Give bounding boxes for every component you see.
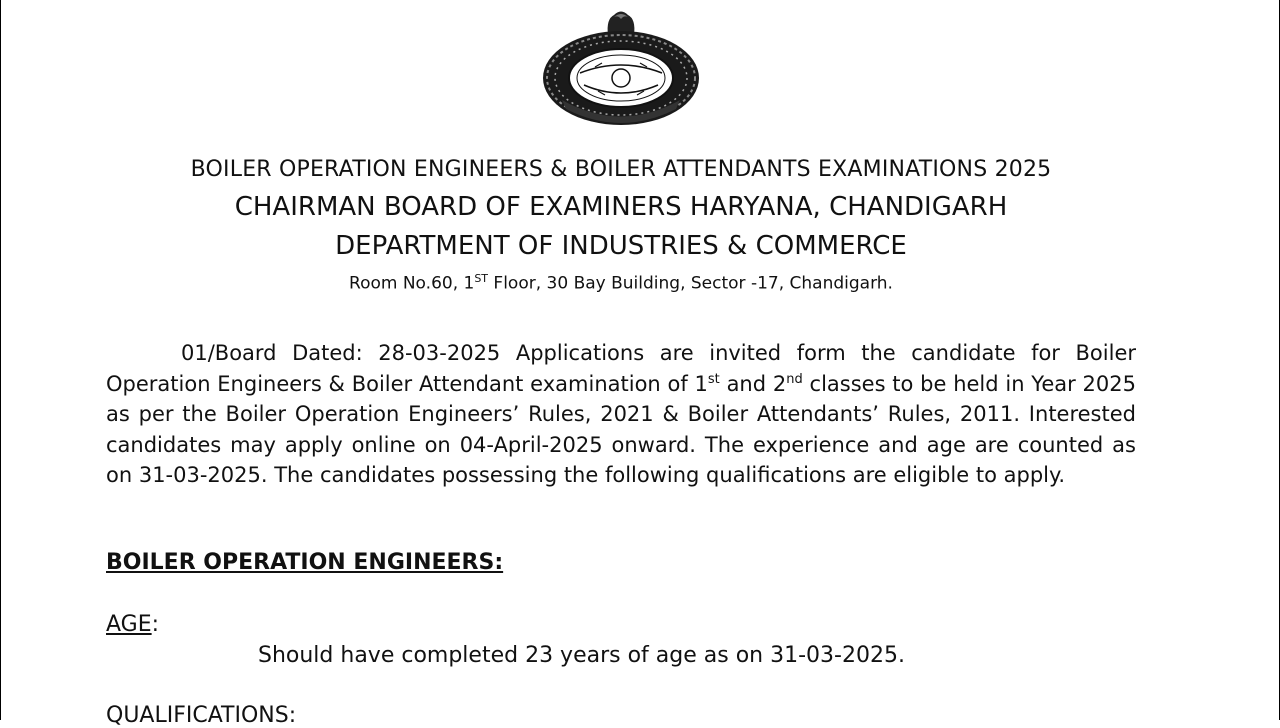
department-title: DEPARTMENT OF INDUSTRIES & COMMERCE (335, 231, 907, 261)
section-heading: BOILER OPERATION ENGINEERS: (106, 550, 504, 575)
age-label-colon: : (151, 612, 160, 637)
exam-title: BOILER OPERATION ENGINEERS & BOILER ATTENDANTS EXAMINATIONS 2025 (190, 157, 1052, 182)
haryana-state-emblem-icon (540, 5, 702, 125)
paragraph-text-1: 01/Board Dated: 28-03-2025 Applications are invited form the candidate for Boiler Operation Engineers & Boiler Attendant examination of 1 (106, 341, 1136, 396)
qualifications-label: QUALIFICATIONS: (106, 703, 297, 728)
paragraph-text-2: and 2 (719, 371, 787, 396)
paragraph-superscript-1: st (707, 371, 720, 387)
board-title: CHAIRMAN BOARD OF EXAMINERS HARYANA, CHANDIGARH (234, 192, 1008, 222)
address-superscript: ST (474, 272, 489, 285)
paragraph-text-3: classes to be held in Year 2025 as per the Boiler Operation Engineers’ Rules, 2021 & Boiler Attendants’ Rules, 2011. Interested candidates may apply online on 04-April-2025 onward. The experience and age are counted as on 31-03-2025. The candidates possessing the following qualifications are eligible to apply. (106, 371, 1136, 487)
age-label (106, 612, 159, 637)
notice-paragraph (106, 338, 1136, 491)
address-text: Room No.60, 1 (349, 273, 475, 294)
office-address (0, 272, 1242, 294)
page-border-left (0, 0, 1, 720)
age-label-text: AGE (106, 612, 152, 637)
paragraph-superscript-2: nd (786, 371, 803, 387)
address-text-rest: Floor, 30 Bay Building, Sector -17, Chandigarh. (488, 273, 893, 294)
age-requirement: Should have completed 23 years of age as on 31-03-2025. (258, 643, 905, 668)
